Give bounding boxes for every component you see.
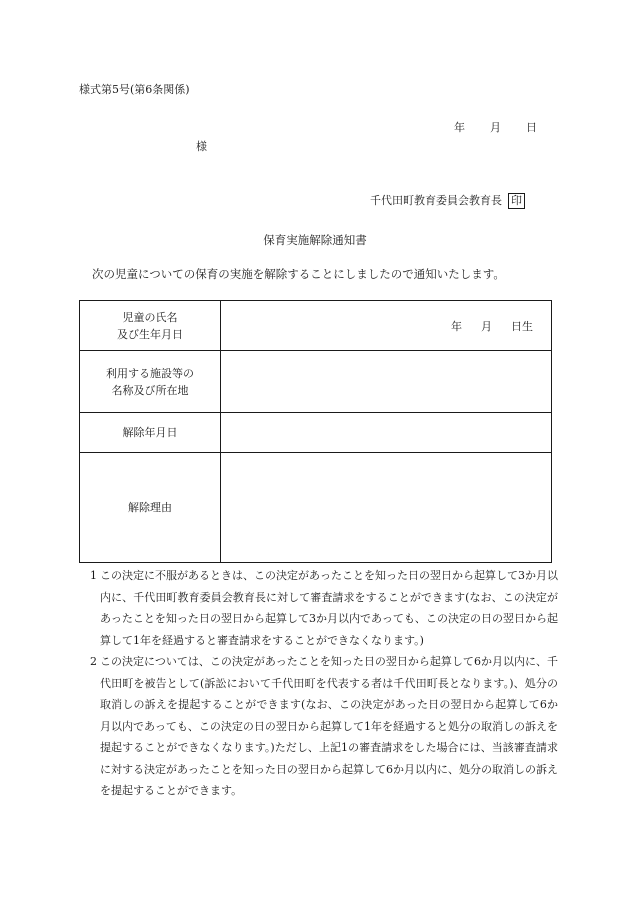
table-row-child-name — [80, 301, 552, 351]
note-text: この決定に不服があるときは、この決定があったことを知った日の翌日から起算して3か月以内に、千代田町教育委員会教育長に対して審査請求をすることができます(なお、この決定があったことを知った日の翌日から起算して3か月以内であっても、この決定の日の翌日から起算して1年を経過すると審査請求をすることができなくなります。) — [100, 569, 558, 647]
note-item — [80, 651, 558, 802]
notes — [80, 565, 558, 802]
date-month: 月 — [490, 121, 501, 134]
issuer-line — [370, 192, 525, 209]
label-release-reason — [80, 453, 221, 563]
value-child-name — [221, 301, 552, 351]
issuer-name: 千代田町教育委員会教育長 — [370, 194, 502, 207]
table-row-release-reason — [80, 453, 552, 563]
label-line: 名称及び所在地 — [111, 383, 189, 397]
value-release-date — [221, 413, 552, 453]
intro-text: 次の児童についての保育の実施を解除することにしましたので通知いたします。 — [92, 267, 505, 281]
label-facility — [80, 351, 221, 413]
label-line: 解除理由 — [128, 501, 172, 514]
form-number: 様式第5号(第6条関係) — [79, 83, 190, 96]
value-facility — [221, 351, 552, 413]
table-row-facility — [80, 351, 552, 413]
date-day: 日 — [526, 121, 537, 134]
seal-mark: 印 — [508, 193, 525, 209]
label-child-name — [80, 301, 221, 351]
birth-date-suffix — [451, 318, 533, 334]
note-number: 1 — [90, 569, 97, 582]
label-line: 解除年月日 — [122, 426, 178, 439]
label-line: 利用する施設等の — [106, 366, 194, 380]
label-release-date — [80, 413, 221, 453]
note-number: 2 — [90, 655, 97, 668]
birth-year: 年 — [451, 319, 462, 333]
note-text: この決定については、この決定があったことを知った日の翌日から起算して6か月以内に、千代田町を被告として(訴訟において千代田町を代表する者は千代田町長となります。)、処分の取消しの訴えを提起することができます(なお、この決定があった日の翌日から起算して6か月以内であっても、この決定の日の翌日から起算して1年を経過すると処分の取消しの訴えを提起することができなくなります。)ただし、上記1の審査請求をした場合には、当該審査請求に対する決定があったことを知った日の翌日から起算して6か月以内に、処分の取消しの訴えを提起することができます。 — [100, 655, 558, 797]
note-item — [80, 565, 558, 651]
date-year: 年 — [454, 121, 465, 134]
birth-day-suffix: 日生 — [511, 319, 533, 333]
date-line — [454, 119, 537, 135]
label-line: 及び生年月日 — [117, 327, 183, 341]
birth-month: 月 — [481, 319, 492, 333]
table-row-release-date — [80, 413, 552, 453]
value-release-reason — [221, 453, 552, 563]
label-line: 児童の氏名 — [122, 310, 178, 324]
document-title: 保育実施解除通知書 — [263, 233, 367, 247]
recipient-suffix: 様 — [196, 140, 207, 153]
info-table — [79, 300, 552, 563]
